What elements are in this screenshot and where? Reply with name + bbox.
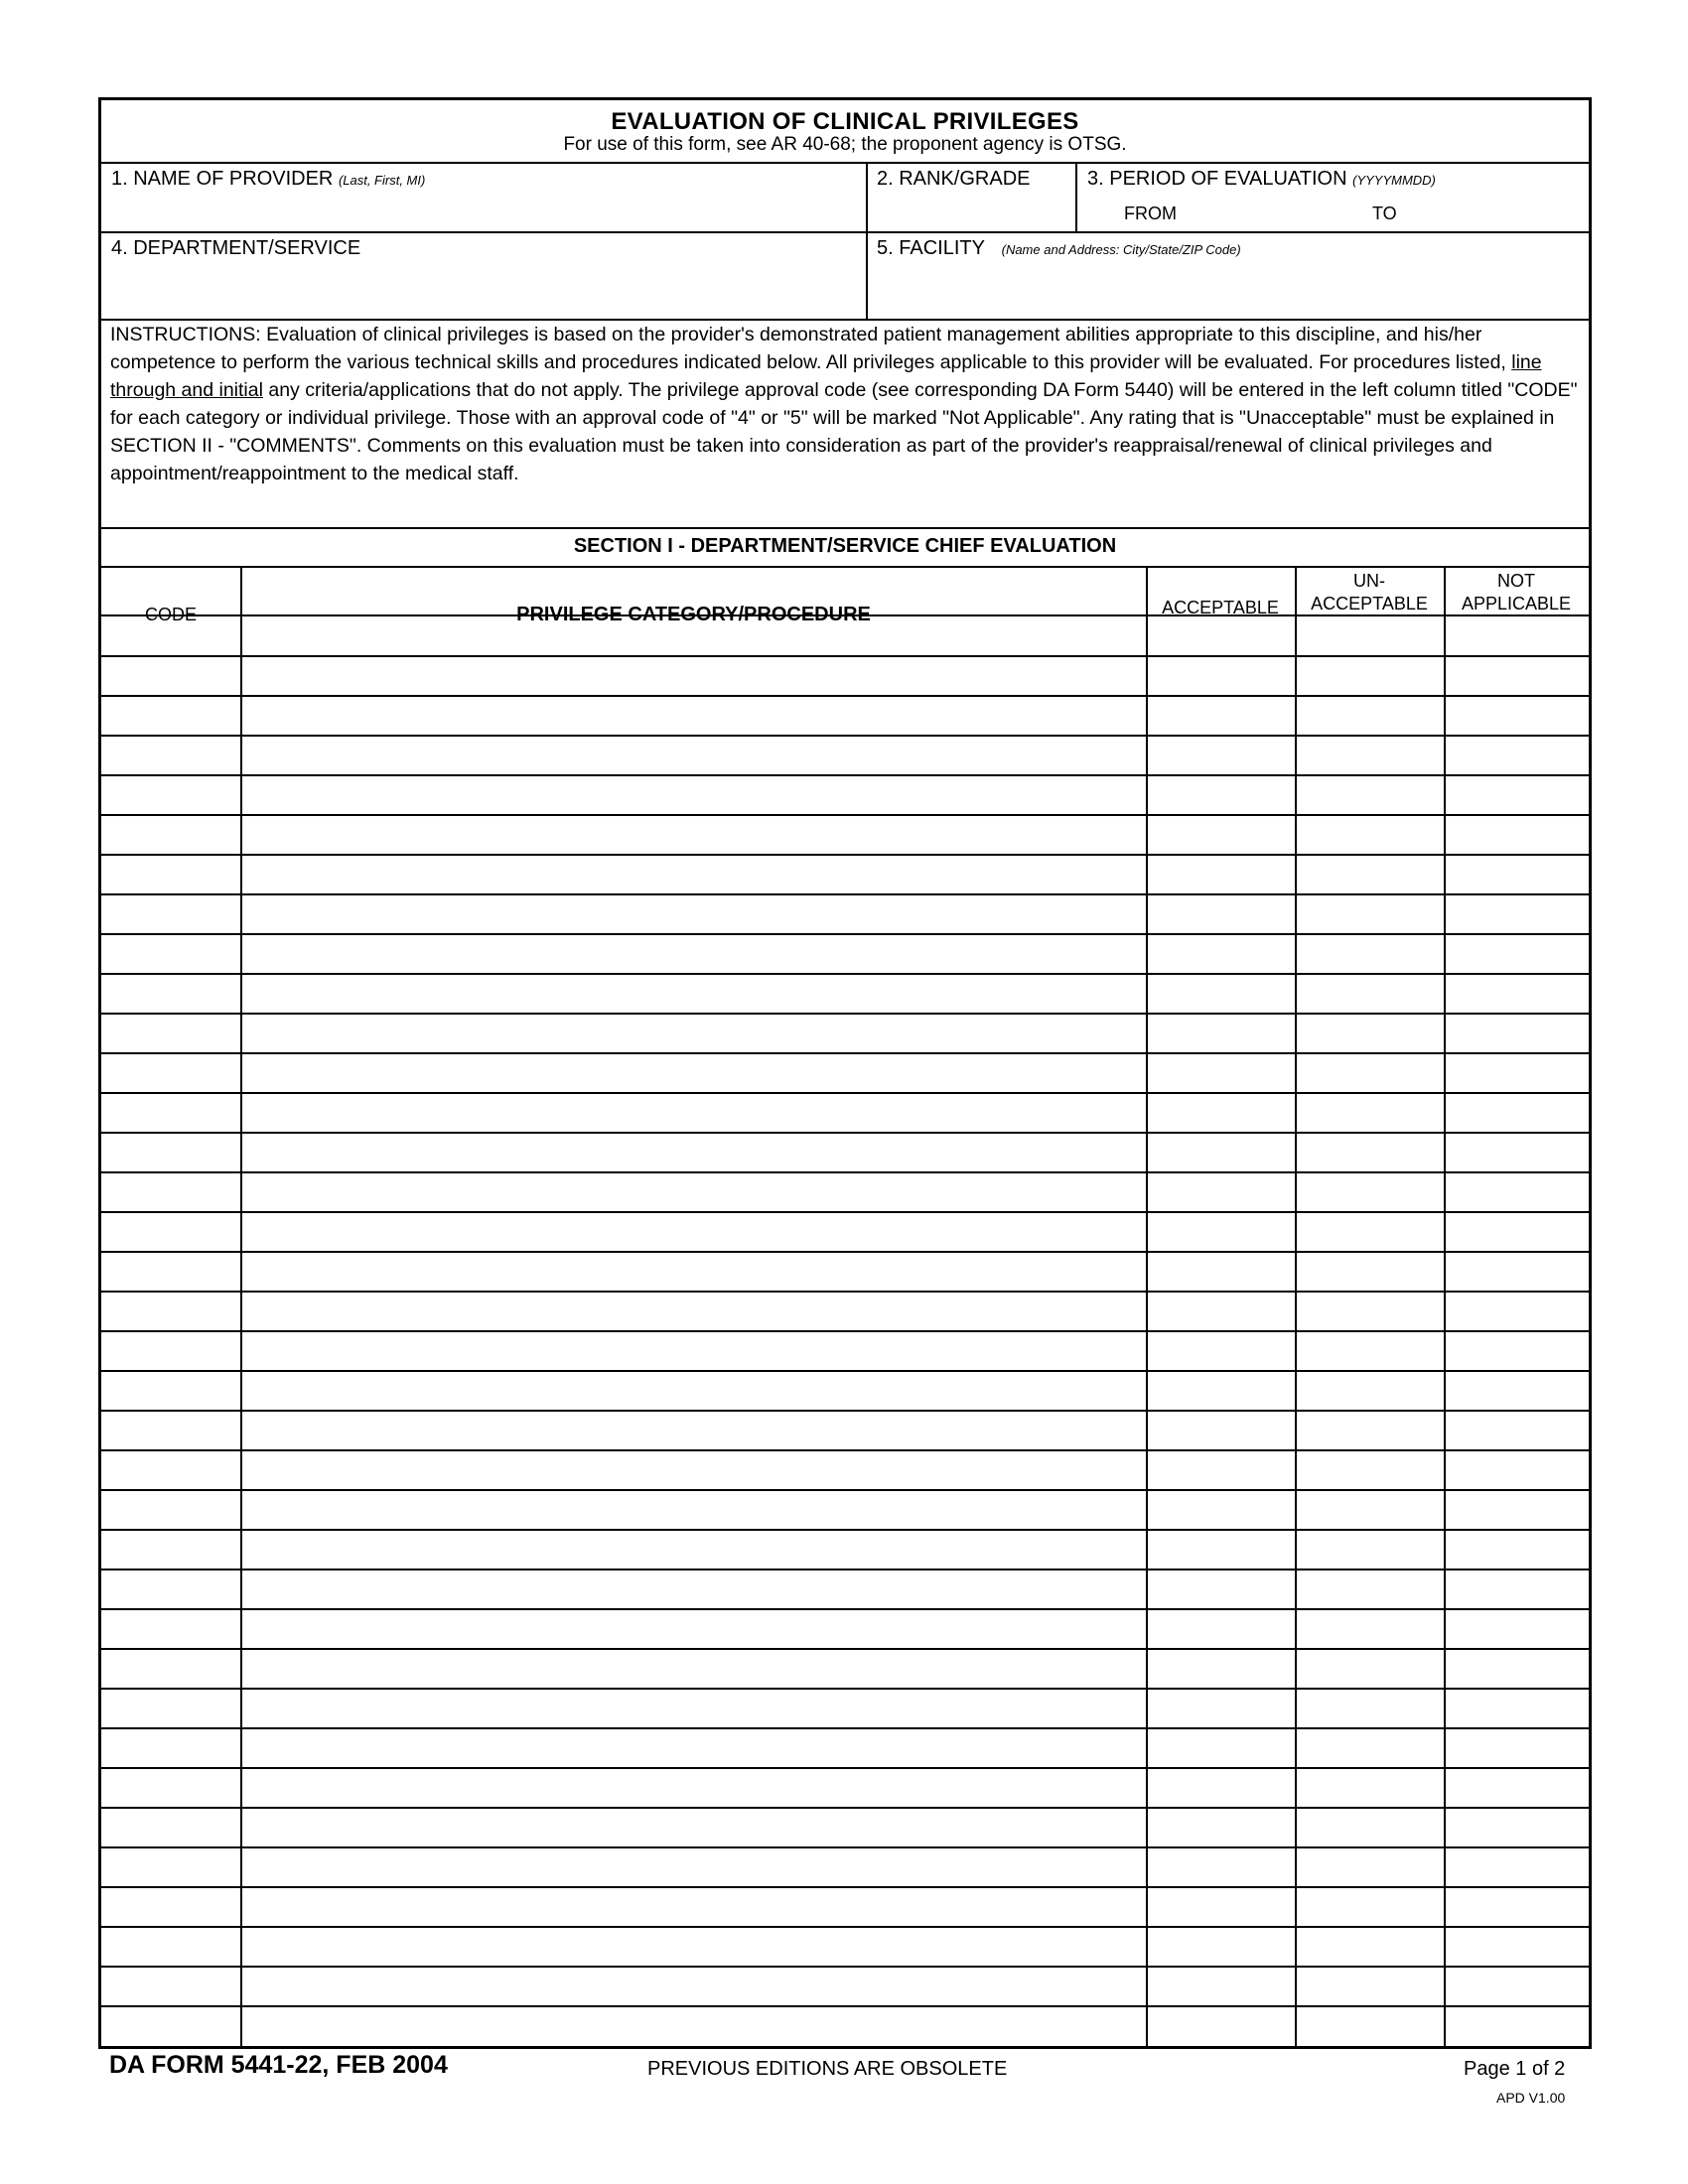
instructions-text: INSTRUCTIONS: Evaluation of clinical privileges is based on the provider's demonstrated patient management abilities appropriate to this discipline, and his/her competence to perform the various technical skills and procedures indicated below. All privileges applicable to this provider will be evaluated. For procedures listed, line through and initial any criteria/applications that do not apply. The privilege approval code (see corresponding DA Form 5440) will be entered in the left column titled "CODE" for each category or individual privilege. Those with an approval code of "4" or "5" will be marked "Not Applicable". Any rating that is "Unacceptable" must be explained in SECTION II - "COMMENTS". Comments on this evaluation must be taken into consideration as part of the provider's reappraisal/renewal of clinical privileges and appointment/reappointment to the medical staff. bbox=[110, 324, 1578, 484]
acceptable-cell[interactable] bbox=[1148, 1808, 1295, 1845]
privilege-cell[interactable] bbox=[242, 1689, 1146, 1726]
privilege-cell[interactable] bbox=[242, 1212, 1146, 1250]
acceptable-cell[interactable] bbox=[1148, 1570, 1295, 1607]
unacceptable-cell[interactable] bbox=[1297, 855, 1444, 892]
code-cell[interactable] bbox=[101, 1768, 240, 1806]
privilege-cell[interactable] bbox=[242, 1490, 1146, 1528]
privilege-cell[interactable] bbox=[242, 1967, 1146, 2004]
department-service-label: 4. DEPARTMENT/SERVICE bbox=[111, 237, 361, 259]
unacceptable-cell[interactable] bbox=[1297, 1014, 1444, 1051]
code-cell[interactable] bbox=[101, 1331, 240, 1369]
acceptable-cell[interactable] bbox=[1148, 1927, 1295, 1965]
code-cell[interactable] bbox=[101, 1450, 240, 1488]
unacceptable-cell[interactable] bbox=[1297, 1609, 1444, 1647]
privilege-cell[interactable] bbox=[242, 855, 1146, 892]
not-applicable-cell[interactable] bbox=[1446, 934, 1589, 972]
period-from-field[interactable] bbox=[1079, 196, 1328, 229]
privilege-cell[interactable] bbox=[242, 1570, 1146, 1607]
not-applicable-cell[interactable] bbox=[1446, 1609, 1589, 1647]
acceptable-cell[interactable] bbox=[1148, 1014, 1295, 1051]
rank-grade-field[interactable] bbox=[868, 164, 1074, 231]
unacceptable-cell[interactable] bbox=[1297, 1292, 1444, 1329]
acceptable-cell[interactable] bbox=[1148, 1371, 1295, 1409]
privilege-cell[interactable] bbox=[242, 616, 1146, 654]
unacceptable-cell[interactable] bbox=[1297, 1649, 1444, 1687]
acceptable-cell[interactable] bbox=[1148, 1331, 1295, 1369]
name-of-provider-label: 1. NAME OF PROVIDER (Last, First, MI) bbox=[111, 168, 426, 190]
not-applicable-cell[interactable] bbox=[1446, 1053, 1589, 1091]
acceptable-cell[interactable] bbox=[1148, 1689, 1295, 1726]
acceptable-cell[interactable] bbox=[1148, 1252, 1295, 1290]
page-number: Page 1 of 2 bbox=[1464, 2058, 1566, 2080]
not-applicable-cell[interactable] bbox=[1446, 656, 1589, 694]
not-applicable-cell[interactable] bbox=[1446, 1371, 1589, 1409]
code-cell[interactable] bbox=[101, 1570, 240, 1607]
privilege-cell[interactable] bbox=[242, 974, 1146, 1012]
privilege-cell[interactable] bbox=[242, 696, 1146, 734]
acceptable-cell[interactable] bbox=[1148, 1530, 1295, 1568]
code-cell[interactable] bbox=[101, 1808, 240, 1845]
privilege-cell[interactable] bbox=[242, 1450, 1146, 1488]
unacceptable-cell[interactable] bbox=[1297, 1927, 1444, 1965]
code-cell[interactable] bbox=[101, 1728, 240, 1766]
unacceptable-cell[interactable] bbox=[1297, 1768, 1444, 1806]
code-column-header: CODE bbox=[144, 605, 197, 624]
not-applicable-cell[interactable] bbox=[1446, 1212, 1589, 1250]
not-applicable-cell[interactable] bbox=[1446, 1292, 1589, 1329]
form-subtitle: For use of this form, see AR 40-68; the proponent agency is OTSG. bbox=[563, 134, 1127, 155]
code-cell[interactable] bbox=[101, 696, 240, 734]
code-cell[interactable] bbox=[101, 815, 240, 853]
department-service-field[interactable] bbox=[101, 233, 866, 319]
not-applicable-cell[interactable] bbox=[1446, 1172, 1589, 1210]
unacceptable-cell[interactable] bbox=[1297, 815, 1444, 853]
unacceptable-cell[interactable] bbox=[1297, 1371, 1444, 1409]
from-label: FROM bbox=[1124, 204, 1177, 223]
code-cell[interactable] bbox=[101, 1292, 240, 1329]
acceptable-cell[interactable] bbox=[1148, 974, 1295, 1012]
code-cell[interactable] bbox=[101, 616, 240, 654]
unacceptable-cell[interactable] bbox=[1297, 1530, 1444, 1568]
code-cell[interactable] bbox=[101, 1887, 240, 1925]
code-cell[interactable] bbox=[101, 1967, 240, 2004]
privilege-cell[interactable] bbox=[242, 2006, 1146, 2044]
unacceptable-cell[interactable] bbox=[1297, 1847, 1444, 1885]
not-applicable-cell[interactable] bbox=[1446, 616, 1589, 654]
code-cell[interactable] bbox=[101, 1649, 240, 1687]
unacceptable-cell[interactable] bbox=[1297, 1252, 1444, 1290]
code-cell[interactable] bbox=[101, 1609, 240, 1647]
not-applicable-cell[interactable] bbox=[1446, 696, 1589, 734]
not-applicable-cell[interactable] bbox=[1446, 1967, 1589, 2004]
code-cell[interactable] bbox=[101, 1530, 240, 1568]
unacceptable-cell[interactable] bbox=[1297, 1728, 1444, 1766]
code-cell[interactable] bbox=[101, 1371, 240, 1409]
privilege-cell[interactable] bbox=[242, 1887, 1146, 1925]
not-applicable-cell[interactable] bbox=[1446, 1808, 1589, 1845]
not-applicable-column-header: NOT APPLICABLE bbox=[1461, 571, 1572, 614]
acceptable-cell[interactable] bbox=[1148, 1450, 1295, 1488]
version-label: APD V1.00 bbox=[1496, 2090, 1566, 2106]
acceptable-cell[interactable] bbox=[1148, 1847, 1295, 1885]
code-cell[interactable] bbox=[101, 1212, 240, 1250]
code-cell[interactable] bbox=[101, 1053, 240, 1091]
not-applicable-cell[interactable] bbox=[1446, 1649, 1589, 1687]
code-cell[interactable] bbox=[101, 974, 240, 1012]
unacceptable-cell[interactable] bbox=[1297, 974, 1444, 1012]
unacceptable-cell[interactable] bbox=[1297, 1172, 1444, 1210]
rank-grade-label: 2. RANK/GRADE bbox=[877, 168, 1031, 190]
acceptable-cell[interactable] bbox=[1148, 1133, 1295, 1170]
privilege-cell[interactable] bbox=[242, 775, 1146, 813]
privilege-cell[interactable] bbox=[242, 1133, 1146, 1170]
not-applicable-cell[interactable] bbox=[1446, 1530, 1589, 1568]
acceptable-cell[interactable] bbox=[1148, 1490, 1295, 1528]
code-cell[interactable] bbox=[101, 1927, 240, 1965]
privilege-cell[interactable] bbox=[242, 1252, 1146, 1290]
unacceptable-cell[interactable] bbox=[1297, 1093, 1444, 1131]
privilege-cell[interactable] bbox=[242, 1530, 1146, 1568]
privilege-cell[interactable] bbox=[242, 934, 1146, 972]
unacceptable-cell[interactable] bbox=[1297, 1570, 1444, 1607]
name-of-provider-field[interactable] bbox=[101, 164, 866, 231]
unacceptable-cell[interactable] bbox=[1297, 775, 1444, 813]
unacceptable-cell[interactable] bbox=[1297, 1490, 1444, 1528]
not-applicable-cell[interactable] bbox=[1446, 1927, 1589, 1965]
privilege-cell[interactable] bbox=[242, 656, 1146, 694]
privilege-cell[interactable] bbox=[242, 1371, 1146, 1409]
unacceptable-cell[interactable] bbox=[1297, 1053, 1444, 1091]
code-cell[interactable] bbox=[101, 1411, 240, 1448]
code-cell[interactable] bbox=[101, 855, 240, 892]
not-applicable-cell[interactable] bbox=[1446, 1133, 1589, 1170]
unacceptable-cell[interactable] bbox=[1297, 616, 1444, 654]
not-applicable-cell[interactable] bbox=[1446, 1887, 1589, 1925]
unacceptable-cell[interactable] bbox=[1297, 1967, 1444, 2004]
unacceptable-cell[interactable] bbox=[1297, 1808, 1444, 1845]
acceptable-cell[interactable] bbox=[1148, 1292, 1295, 1329]
acceptable-cell[interactable] bbox=[1148, 855, 1295, 892]
acceptable-cell[interactable] bbox=[1148, 1172, 1295, 1210]
to-label: TO bbox=[1372, 204, 1397, 223]
acceptable-cell[interactable] bbox=[1148, 1967, 1295, 2004]
privilege-cell[interactable] bbox=[242, 1292, 1146, 1329]
privilege-cell[interactable] bbox=[242, 1093, 1146, 1131]
privilege-cell[interactable] bbox=[242, 1847, 1146, 1885]
unacceptable-column-header: UN- ACCEPTABLE bbox=[1311, 571, 1428, 614]
not-applicable-cell[interactable] bbox=[1446, 1768, 1589, 1806]
privilege-cell[interactable] bbox=[242, 1172, 1146, 1210]
evaluation-form bbox=[98, 97, 1592, 2049]
code-cell[interactable] bbox=[101, 934, 240, 972]
code-cell[interactable] bbox=[101, 656, 240, 694]
form-number: DA FORM 5441-22, FEB 2004 bbox=[109, 2051, 448, 2079]
acceptable-cell[interactable] bbox=[1148, 1768, 1295, 1806]
acceptable-cell[interactable] bbox=[1148, 1649, 1295, 1687]
not-applicable-cell[interactable] bbox=[1446, 894, 1589, 932]
privilege-column-header: PRIVILEGE CATEGORY/PROCEDURE bbox=[516, 604, 871, 625]
code-cell[interactable] bbox=[101, 1689, 240, 1726]
unacceptable-cell[interactable] bbox=[1297, 1411, 1444, 1448]
facility-field[interactable] bbox=[868, 233, 1589, 319]
privilege-cell[interactable] bbox=[242, 815, 1146, 853]
not-applicable-cell[interactable] bbox=[1446, 855, 1589, 892]
privilege-cell[interactable] bbox=[242, 736, 1146, 773]
not-applicable-cell[interactable] bbox=[1446, 1450, 1589, 1488]
unacceptable-cell[interactable] bbox=[1297, 1331, 1444, 1369]
acceptable-cell[interactable] bbox=[1148, 736, 1295, 773]
not-applicable-cell[interactable] bbox=[1446, 815, 1589, 853]
privilege-cell[interactable] bbox=[242, 1331, 1146, 1369]
acceptable-cell[interactable] bbox=[1148, 1609, 1295, 1647]
code-cell[interactable] bbox=[101, 736, 240, 773]
acceptable-column-header: ACCEPTABLE bbox=[1162, 598, 1279, 617]
not-applicable-cell[interactable] bbox=[1446, 1689, 1589, 1726]
form-title: EVALUATION OF CLINICAL PRIVILEGES bbox=[611, 108, 1079, 135]
privilege-cell[interactable] bbox=[242, 1609, 1146, 1647]
not-applicable-cell[interactable] bbox=[1446, 775, 1589, 813]
unacceptable-cell[interactable] bbox=[1297, 736, 1444, 773]
period-to-field[interactable] bbox=[1333, 196, 1586, 229]
code-cell[interactable] bbox=[101, 1490, 240, 1528]
unacceptable-cell[interactable] bbox=[1297, 1133, 1444, 1170]
not-applicable-cell[interactable] bbox=[1446, 736, 1589, 773]
privilege-cell[interactable] bbox=[242, 1014, 1146, 1051]
not-applicable-cell[interactable] bbox=[1446, 1728, 1589, 1766]
privilege-cell[interactable] bbox=[242, 1411, 1146, 1448]
acceptable-cell[interactable] bbox=[1148, 696, 1295, 734]
acceptable-cell[interactable] bbox=[1148, 815, 1295, 853]
not-applicable-cell[interactable] bbox=[1446, 2006, 1589, 2044]
unacceptable-cell[interactable] bbox=[1297, 1450, 1444, 1488]
acceptable-cell[interactable] bbox=[1148, 616, 1295, 654]
previous-editions-note: PREVIOUS EDITIONS ARE OBSOLETE bbox=[647, 2058, 1008, 2080]
acceptable-cell[interactable] bbox=[1148, 2006, 1295, 2044]
privilege-cell[interactable] bbox=[242, 1808, 1146, 1845]
code-cell[interactable] bbox=[101, 1252, 240, 1290]
code-cell[interactable] bbox=[101, 1133, 240, 1170]
unacceptable-cell[interactable] bbox=[1297, 894, 1444, 932]
acceptable-cell[interactable] bbox=[1148, 1887, 1295, 1925]
unacceptable-cell[interactable] bbox=[1297, 656, 1444, 694]
not-applicable-cell[interactable] bbox=[1446, 1847, 1589, 1885]
acceptable-cell[interactable] bbox=[1148, 1728, 1295, 1766]
code-cell[interactable] bbox=[101, 775, 240, 813]
not-applicable-cell[interactable] bbox=[1446, 1014, 1589, 1051]
section-1-title: SECTION I - DEPARTMENT/SERVICE CHIEF EVALUATION bbox=[573, 535, 1117, 557]
acceptable-cell[interactable] bbox=[1148, 775, 1295, 813]
not-applicable-cell[interactable] bbox=[1446, 1093, 1589, 1131]
acceptable-cell[interactable] bbox=[1148, 1053, 1295, 1091]
privilege-cell[interactable] bbox=[242, 1649, 1146, 1687]
unacceptable-cell[interactable] bbox=[1297, 934, 1444, 972]
unacceptable-cell[interactable] bbox=[1297, 1887, 1444, 1925]
facility-label: 5. FACILITY (Name and Address: City/State/ZIP Code) bbox=[877, 237, 1241, 259]
code-cell[interactable] bbox=[101, 1093, 240, 1131]
acceptable-cell[interactable] bbox=[1148, 894, 1295, 932]
not-applicable-cell[interactable] bbox=[1446, 1570, 1589, 1607]
code-cell[interactable] bbox=[101, 1847, 240, 1885]
code-cell[interactable] bbox=[101, 2006, 240, 2044]
unacceptable-cell[interactable] bbox=[1297, 1689, 1444, 1726]
privilege-cell[interactable] bbox=[242, 894, 1146, 932]
code-cell[interactable] bbox=[101, 894, 240, 932]
code-cell[interactable] bbox=[101, 1014, 240, 1051]
acceptable-cell[interactable] bbox=[1148, 1212, 1295, 1250]
not-applicable-cell[interactable] bbox=[1446, 1252, 1589, 1290]
period-of-evaluation-label: 3. PERIOD OF EVALUATION (YYYYMMDD) bbox=[1087, 168, 1436, 190]
privilege-cell[interactable] bbox=[242, 1768, 1146, 1806]
unacceptable-cell[interactable] bbox=[1297, 2006, 1444, 2044]
privilege-cell[interactable] bbox=[242, 1053, 1146, 1091]
acceptable-cell[interactable] bbox=[1148, 1411, 1295, 1448]
acceptable-cell[interactable] bbox=[1148, 934, 1295, 972]
unacceptable-cell[interactable] bbox=[1297, 1212, 1444, 1250]
acceptable-cell[interactable] bbox=[1148, 656, 1295, 694]
acceptable-cell[interactable] bbox=[1148, 1093, 1295, 1131]
privilege-cell[interactable] bbox=[242, 1728, 1146, 1766]
not-applicable-cell[interactable] bbox=[1446, 974, 1589, 1012]
code-cell[interactable] bbox=[101, 1172, 240, 1210]
not-applicable-cell[interactable] bbox=[1446, 1490, 1589, 1528]
privilege-cell[interactable] bbox=[242, 1927, 1146, 1965]
not-applicable-cell[interactable] bbox=[1446, 1411, 1589, 1448]
not-applicable-cell[interactable] bbox=[1446, 1331, 1589, 1369]
unacceptable-cell[interactable] bbox=[1297, 696, 1444, 734]
